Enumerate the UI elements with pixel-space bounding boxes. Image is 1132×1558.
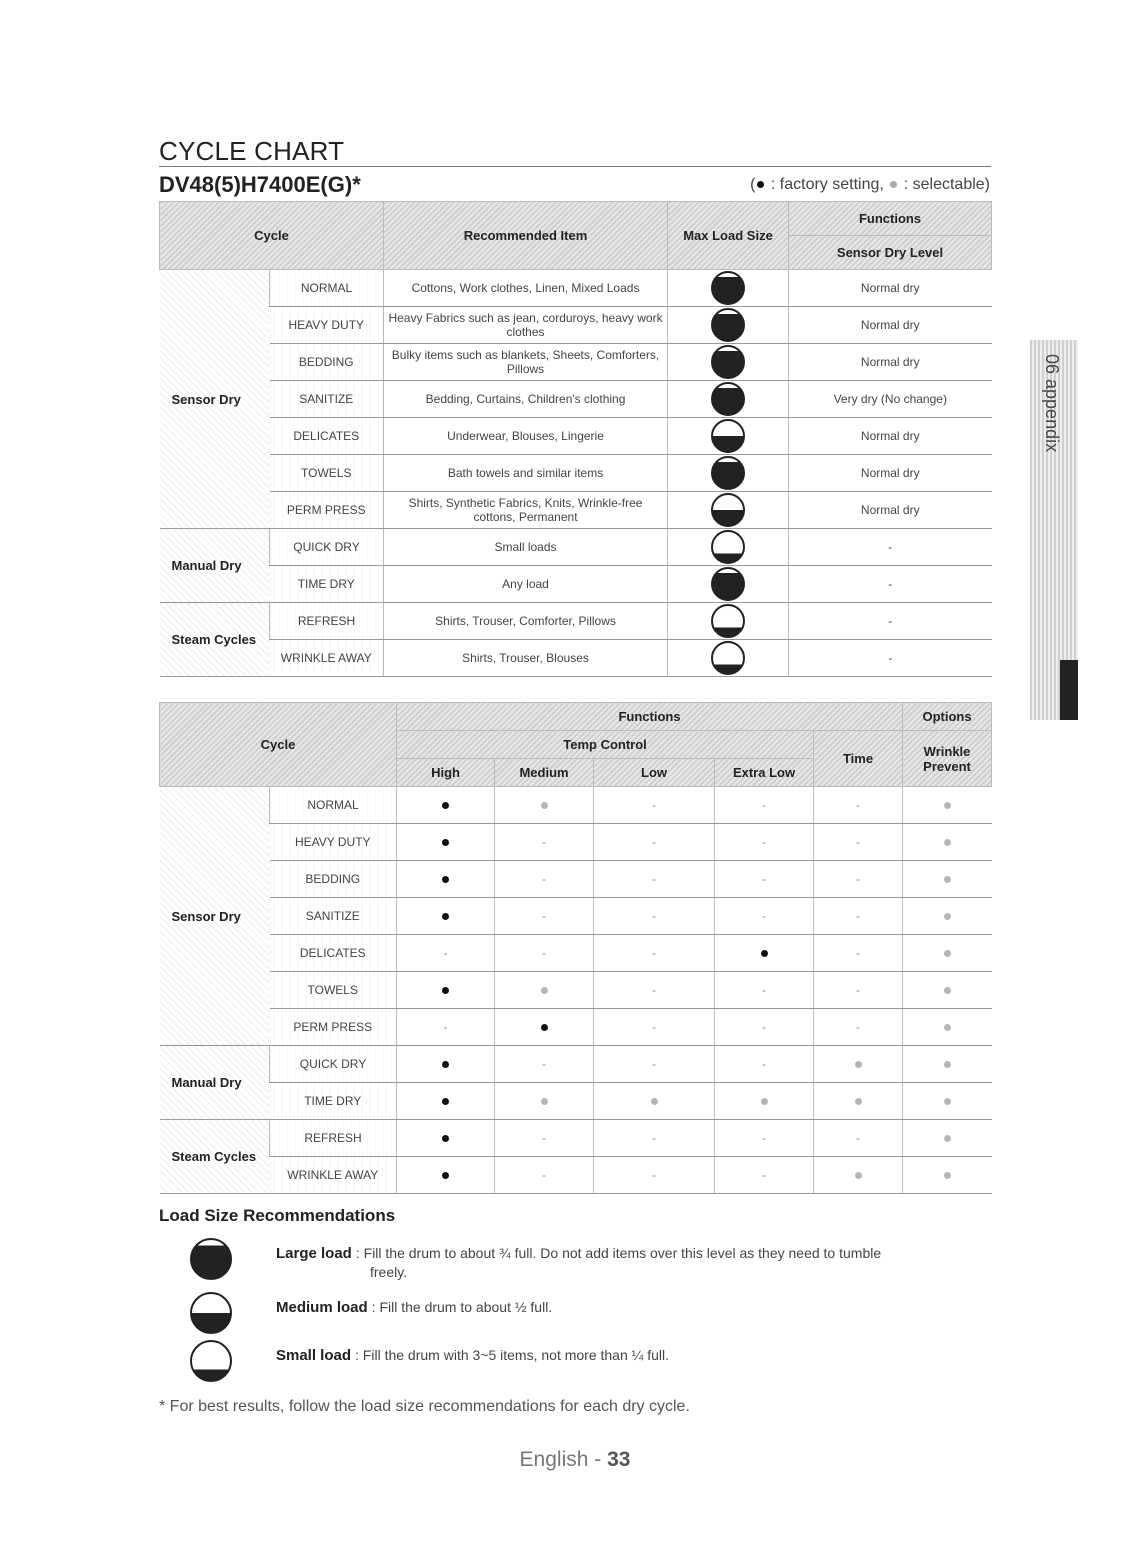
function-cell — [594, 898, 715, 935]
not-available: - — [542, 1168, 547, 1182]
recommended-item: Small loads — [384, 529, 668, 566]
function-cell — [594, 1009, 715, 1046]
table-row — [160, 1046, 992, 1083]
table-row — [160, 898, 992, 935]
load-size-label: Large load — [276, 1245, 352, 1262]
not-available: - — [762, 1020, 767, 1034]
selectable-dot-icon — [855, 1172, 862, 1179]
function-cell — [397, 898, 495, 935]
table-row — [160, 492, 992, 529]
table-row — [160, 566, 992, 603]
selectable-dot-icon — [541, 987, 548, 994]
not-available: - — [856, 946, 861, 960]
load-size-desc-cont: freely. — [370, 1264, 408, 1280]
not-available: - — [762, 872, 767, 886]
max-load-cell — [668, 566, 789, 603]
small-load-icon — [711, 641, 745, 675]
legend-open: ( — [750, 176, 756, 193]
large-load-icon — [711, 382, 745, 416]
load-size-desc: : Fill the drum with 3~5 items, not more than ¼ full. — [355, 1347, 669, 1363]
function-cell — [715, 1046, 814, 1083]
cycle-group: Manual Dry — [160, 1046, 270, 1120]
table-row — [160, 1120, 992, 1157]
recommended-item: Shirts, Synthetic Fabrics, Knits, Wrinkle-free cottons, Permanent — [384, 492, 668, 529]
max-load-cell — [668, 640, 789, 677]
sensor-dry-level: - — [789, 529, 992, 566]
header-functions: Functions — [397, 703, 903, 731]
header-extra-low: Extra Low — [715, 759, 814, 787]
max-load-cell — [668, 381, 789, 418]
medium-load-icon — [190, 1292, 232, 1334]
load-size-label: Small load — [276, 1347, 352, 1364]
factory-dot-icon — [442, 913, 449, 920]
header-low: Low — [594, 759, 715, 787]
footer-language: English - — [519, 1448, 608, 1471]
factory-dot-icon — [442, 1061, 449, 1068]
function-cell — [814, 1157, 903, 1194]
page-footer — [400, 1448, 750, 1472]
max-load-cell — [668, 307, 789, 344]
function-cell — [495, 935, 594, 972]
selectable-dot-icon — [944, 987, 951, 994]
table-row — [160, 935, 992, 972]
function-cell — [495, 1009, 594, 1046]
not-available: - — [856, 1020, 861, 1034]
cycle-name: TIME DRY — [270, 1083, 397, 1120]
not-available: - — [542, 1057, 547, 1071]
side-tab-label: 06 appendix — [1042, 354, 1062, 453]
not-available: - — [652, 872, 657, 886]
function-cell — [397, 861, 495, 898]
not-available: - — [856, 872, 861, 886]
legend — [730, 176, 990, 194]
cycle-name: QUICK DRY — [270, 1046, 397, 1083]
not-available: - — [652, 1057, 657, 1071]
factory-dot-icon — [442, 1098, 449, 1105]
function-cell — [715, 898, 814, 935]
side-tab — [1030, 340, 1078, 720]
not-available: - — [542, 909, 547, 923]
cycle-table-load — [159, 201, 992, 677]
sensor-dry-level: - — [789, 603, 992, 640]
function-cell — [495, 1157, 594, 1194]
page-title: CYCLE CHART — [159, 136, 345, 166]
cycle-name: PERM PRESS — [270, 492, 384, 529]
not-available: - — [652, 909, 657, 923]
recommended-item: Bedding, Curtains, Children's clothing — [384, 381, 668, 418]
max-load-cell — [668, 344, 789, 381]
not-available: - — [652, 1131, 657, 1145]
not-available: - — [652, 798, 657, 812]
function-cell — [594, 1120, 715, 1157]
not-available: - — [762, 1131, 767, 1145]
header-high: High — [397, 759, 495, 787]
load-size-label: Medium load — [276, 1299, 368, 1316]
function-cell — [397, 1083, 495, 1120]
cycle-table-load-body — [160, 270, 992, 677]
factory-dot-icon — [442, 802, 449, 809]
header-recommended: Recommended Item — [384, 202, 668, 270]
selectable-dot-icon — [944, 876, 951, 883]
not-available: - — [856, 835, 861, 849]
selectable-dot-icon — [855, 1098, 862, 1105]
large-load-icon — [190, 1238, 232, 1280]
not-available: - — [542, 835, 547, 849]
sensor-dry-level: - — [789, 566, 992, 603]
function-cell — [903, 1046, 992, 1083]
max-load-cell — [668, 455, 789, 492]
medium-load-icon — [711, 419, 745, 453]
header-cycle: Cycle — [160, 703, 397, 787]
not-available: - — [652, 983, 657, 997]
large-load-icon — [711, 345, 745, 379]
table-row — [160, 972, 992, 1009]
not-available: - — [652, 1168, 657, 1182]
footnote: * For best results, follow the load size recommendations for each dry cycle. — [159, 1398, 690, 1415]
selectable-dot-icon — [944, 1061, 951, 1068]
selectable-dot-icon — [855, 1061, 862, 1068]
max-load-cell — [668, 270, 789, 307]
header-temp-control: Temp Control — [397, 731, 814, 759]
function-cell — [814, 935, 903, 972]
table-row — [160, 418, 992, 455]
function-cell — [594, 972, 715, 1009]
cycle-group: Sensor Dry — [160, 270, 270, 529]
max-load-cell — [668, 529, 789, 566]
cycle-name: BEDDING — [270, 861, 397, 898]
cycle-name: WRINKLE AWAY — [270, 1157, 397, 1194]
not-available: - — [443, 1020, 448, 1034]
selectable-dot-icon — [541, 802, 548, 809]
recommended-item: Heavy Fabrics such as jean, corduroys, heavy work clothes — [384, 307, 668, 344]
load-size-text — [276, 1298, 956, 1317]
sensor-dry-level: - — [789, 640, 992, 677]
large-load-icon — [711, 456, 745, 490]
function-cell — [397, 1009, 495, 1046]
load-size-desc: : Fill the drum to about ¾ full. Do not add items over this level as they need to tumble — [355, 1245, 882, 1261]
max-load-cell — [668, 492, 789, 529]
factory-dot-icon — [442, 1172, 449, 1179]
function-cell — [814, 861, 903, 898]
cycle-name: TOWELS — [270, 455, 384, 492]
factory-dot-icon — [541, 1024, 548, 1031]
selectable-dot-icon — [944, 1172, 951, 1179]
cycle-name: NORMAL — [270, 787, 397, 824]
title-rule — [159, 166, 991, 167]
function-cell — [903, 861, 992, 898]
selectable-dot-icon — [944, 1135, 951, 1142]
cycle-table-functions — [159, 702, 992, 1194]
function-cell — [814, 898, 903, 935]
function-cell — [715, 1009, 814, 1046]
function-cell — [903, 787, 992, 824]
small-load-icon — [190, 1340, 232, 1382]
function-cell — [814, 1009, 903, 1046]
not-available: - — [762, 983, 767, 997]
function-cell — [397, 1157, 495, 1194]
large-load-icon — [711, 308, 745, 342]
cycle-name: REFRESH — [270, 1120, 397, 1157]
cycle-group: Steam Cycles — [160, 603, 270, 677]
header-time: Time — [814, 731, 903, 787]
header-functions: Functions — [789, 202, 992, 236]
not-available: - — [762, 909, 767, 923]
cycle-name: HEAVY DUTY — [270, 307, 384, 344]
selectable-dot-icon — [944, 839, 951, 846]
not-available: - — [443, 946, 448, 960]
table-row — [160, 529, 992, 566]
table-row — [160, 307, 992, 344]
function-cell — [594, 1046, 715, 1083]
table-row — [160, 381, 992, 418]
cycle-name: TOWELS — [270, 972, 397, 1009]
cycle-name: DELICATES — [270, 418, 384, 455]
header-max-load: Max Load Size — [668, 202, 789, 270]
selectable-dot-icon — [944, 913, 951, 920]
selectable-dot-icon — [944, 1098, 951, 1105]
function-cell — [715, 972, 814, 1009]
not-available: - — [762, 1057, 767, 1071]
header-wrinkle-prevent: Wrinkle Prevent — [903, 731, 992, 787]
function-cell — [397, 1120, 495, 1157]
legend-selectable: : selectable) — [903, 176, 990, 193]
function-cell — [715, 787, 814, 824]
function-cell — [594, 787, 715, 824]
cycle-group: Sensor Dry — [160, 787, 270, 1046]
table-row — [160, 1009, 992, 1046]
function-cell — [397, 972, 495, 1009]
load-size-text — [276, 1244, 956, 1282]
recommended-item: Cottons, Work clothes, Linen, Mixed Loads — [384, 270, 668, 307]
recommended-item: Bath towels and similar items — [384, 455, 668, 492]
function-cell — [715, 824, 814, 861]
table-row — [160, 344, 992, 381]
function-cell — [397, 935, 495, 972]
function-cell — [594, 1157, 715, 1194]
table-row — [160, 270, 992, 307]
function-cell — [715, 861, 814, 898]
function-cell — [715, 1083, 814, 1120]
not-available: - — [652, 835, 657, 849]
header-options: Options — [903, 703, 992, 731]
cycle-name: NORMAL — [270, 270, 384, 307]
function-cell — [903, 1083, 992, 1120]
function-cell — [495, 861, 594, 898]
header-sensor-dry-level: Sensor Dry Level — [789, 236, 992, 270]
side-tab-marker — [1060, 660, 1078, 720]
not-available: - — [762, 1168, 767, 1182]
selectable-dot-icon — [944, 950, 951, 957]
function-cell — [903, 824, 992, 861]
function-cell — [903, 898, 992, 935]
sensor-dry-level: Normal dry — [789, 344, 992, 381]
header-cycle: Cycle — [160, 202, 384, 270]
function-cell — [715, 1157, 814, 1194]
factory-dot-icon — [442, 839, 449, 846]
header-medium: Medium — [495, 759, 594, 787]
function-cell — [814, 787, 903, 824]
function-cell — [397, 787, 495, 824]
function-cell — [495, 787, 594, 824]
function-cell — [814, 972, 903, 1009]
factory-dot-icon — [757, 181, 764, 188]
not-available: - — [856, 798, 861, 812]
table-row — [160, 824, 992, 861]
function-cell — [715, 1120, 814, 1157]
cycle-group: Manual Dry — [160, 529, 270, 603]
function-cell — [814, 1083, 903, 1120]
not-available: - — [542, 946, 547, 960]
cycle-name: REFRESH — [270, 603, 384, 640]
recommended-item: Shirts, Trouser, Comforter, Pillows — [384, 603, 668, 640]
function-cell — [903, 972, 992, 1009]
sensor-dry-level: Normal dry — [789, 492, 992, 529]
selectable-dot-icon — [651, 1098, 658, 1105]
function-cell — [397, 1046, 495, 1083]
function-cell — [495, 898, 594, 935]
function-cell — [903, 1120, 992, 1157]
not-available: - — [542, 872, 547, 886]
recommended-item: Underwear, Blouses, Lingerie — [384, 418, 668, 455]
function-cell — [903, 935, 992, 972]
recommended-item: Any load — [384, 566, 668, 603]
cycle-name: DELICATES — [270, 935, 397, 972]
not-available: - — [762, 798, 767, 812]
function-cell — [495, 1046, 594, 1083]
cycle-name: TIME DRY — [270, 566, 384, 603]
selectable-dot-icon — [944, 802, 951, 809]
load-size-title: Load Size Recommendations — [159, 1206, 396, 1225]
factory-dot-icon — [761, 950, 768, 957]
legend-factory: : factory setting, — [770, 176, 884, 193]
sensor-dry-level: Very dry (No change) — [789, 381, 992, 418]
load-size-desc: : Fill the drum to about ½ full. — [371, 1299, 553, 1315]
cycle-name: PERM PRESS — [270, 1009, 397, 1046]
large-load-icon — [711, 567, 745, 601]
cycle-group: Steam Cycles — [160, 1120, 270, 1194]
page-number: 33 — [607, 1448, 631, 1471]
sensor-dry-level: Normal dry — [789, 455, 992, 492]
function-cell — [594, 861, 715, 898]
function-cell — [814, 824, 903, 861]
sensor-dry-level: Normal dry — [789, 307, 992, 344]
not-available: - — [652, 946, 657, 960]
selectable-dot-icon — [944, 1024, 951, 1031]
function-cell — [903, 1157, 992, 1194]
load-size-text — [276, 1346, 956, 1365]
function-cell — [495, 1083, 594, 1120]
not-available: - — [542, 1131, 547, 1145]
not-available: - — [856, 983, 861, 997]
table-row — [160, 1083, 992, 1120]
function-cell — [903, 1009, 992, 1046]
cycle-name: SANITIZE — [270, 898, 397, 935]
cycle-name: HEAVY DUTY — [270, 824, 397, 861]
table-row — [160, 787, 992, 824]
function-cell — [594, 935, 715, 972]
small-load-icon — [711, 604, 745, 638]
cycle-name: WRINKLE AWAY — [270, 640, 384, 677]
function-cell — [814, 1046, 903, 1083]
sensor-dry-level: Normal dry — [789, 270, 992, 307]
large-load-icon — [711, 271, 745, 305]
sensor-dry-level: Normal dry — [789, 418, 992, 455]
selectable-dot-icon — [761, 1098, 768, 1105]
function-cell — [397, 824, 495, 861]
table-row — [160, 861, 992, 898]
cycle-name: SANITIZE — [270, 381, 384, 418]
factory-dot-icon — [442, 876, 449, 883]
max-load-cell — [668, 418, 789, 455]
medium-load-icon — [711, 493, 745, 527]
factory-dot-icon — [442, 987, 449, 994]
cycle-table-functions-body — [160, 787, 992, 1194]
not-available: - — [856, 1131, 861, 1145]
function-cell — [814, 1120, 903, 1157]
selectable-dot-icon — [890, 181, 897, 188]
function-cell — [594, 824, 715, 861]
table-row — [160, 640, 992, 677]
function-cell — [495, 1120, 594, 1157]
function-cell — [495, 972, 594, 1009]
recommended-item: Bulky items such as blankets, Sheets, Comforters, Pillows — [384, 344, 668, 381]
model-number: DV48(5)H7400E(G)* — [159, 172, 361, 197]
not-available: - — [762, 835, 767, 849]
cycle-name: QUICK DRY — [270, 529, 384, 566]
factory-dot-icon — [442, 1135, 449, 1142]
table-row — [160, 1157, 992, 1194]
function-cell — [715, 935, 814, 972]
recommended-item: Shirts, Trouser, Blouses — [384, 640, 668, 677]
table-row — [160, 603, 992, 640]
max-load-cell — [668, 603, 789, 640]
selectable-dot-icon — [541, 1098, 548, 1105]
function-cell — [495, 824, 594, 861]
small-load-icon — [711, 530, 745, 564]
not-available: - — [652, 1020, 657, 1034]
function-cell — [594, 1083, 715, 1120]
cycle-name: BEDDING — [270, 344, 384, 381]
not-available: - — [856, 909, 861, 923]
table-row — [160, 455, 992, 492]
